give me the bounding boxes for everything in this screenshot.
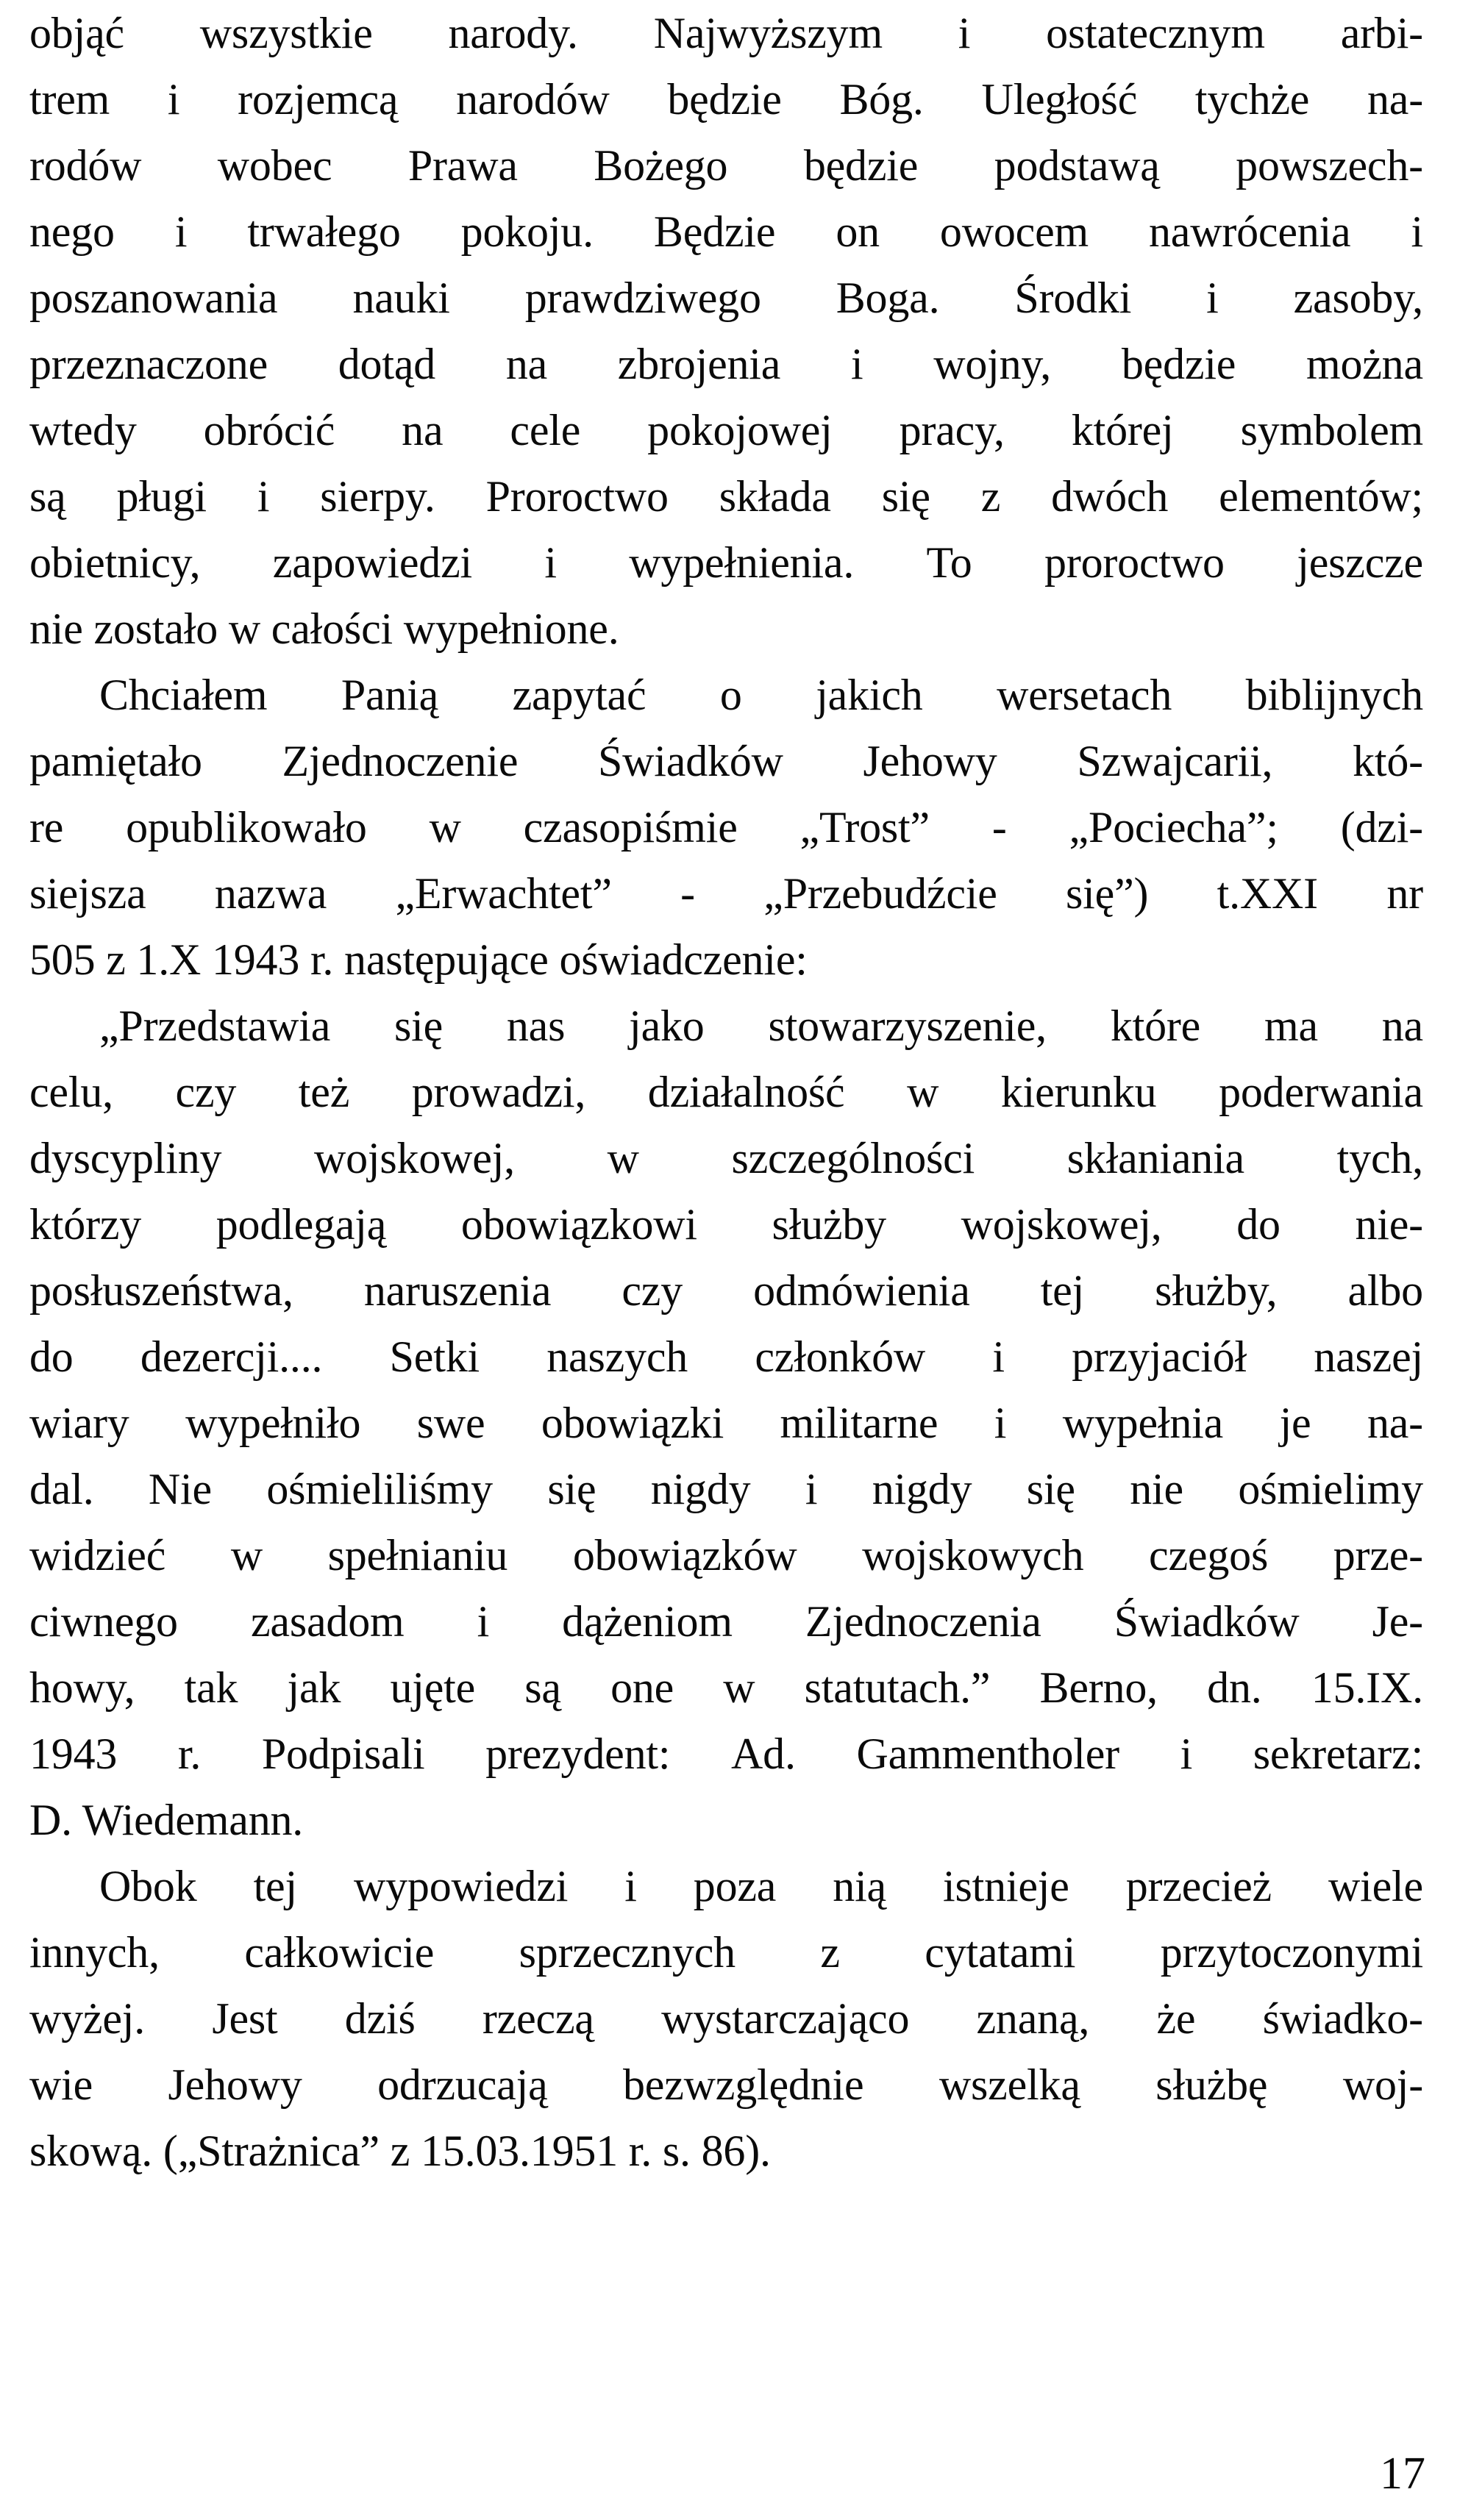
- text-word: czy: [175, 1068, 237, 1116]
- text-word: nazwa: [214, 869, 327, 918]
- text-word: czasopiśmie: [523, 803, 738, 852]
- text-word: wiele: [1328, 1862, 1423, 1910]
- text-word: której: [1071, 406, 1174, 454]
- text-word: wobec: [217, 141, 332, 190]
- text-line: [29, 1655, 1423, 1721]
- text-word: one: [610, 1663, 674, 1712]
- text-word: narody.: [448, 9, 578, 57]
- text-word: symbolem: [1240, 406, 1423, 454]
- text-line: [29, 1985, 1423, 2052]
- text-word: jakich: [816, 671, 923, 719]
- text-word: będzie: [803, 141, 919, 190]
- text-word: naszej: [1314, 1332, 1423, 1381]
- text-word: prezydent:: [485, 1730, 671, 1778]
- text-word: nigdy: [650, 1465, 751, 1513]
- text-word: obowiązki: [541, 1399, 724, 1447]
- text-word: sprzecznych: [519, 1928, 736, 1977]
- text-word: „Pociecha”;: [1069, 803, 1278, 852]
- text-word: Setki: [389, 1332, 480, 1381]
- text-word: wystarczająco: [661, 1994, 910, 2043]
- text-word: dwóch: [1051, 472, 1169, 521]
- text-word: się: [547, 1465, 596, 1513]
- text-word: „Erwachtet”: [395, 869, 612, 918]
- text-word: Zjednoczenia: [805, 1597, 1041, 1646]
- text-word: zapytać: [512, 671, 647, 719]
- text-line: [29, 1257, 1423, 1324]
- text-word: obowiązków: [572, 1531, 797, 1580]
- text-word: się: [1026, 1465, 1075, 1513]
- text-word: objąć: [29, 9, 124, 57]
- text-word: na: [505, 340, 548, 388]
- text-word: posłuszeństwa,: [29, 1266, 293, 1315]
- text-word: obrócić: [203, 406, 335, 454]
- text-line: [29, 1191, 1423, 1257]
- text-word: przytoczonymi: [1160, 1928, 1423, 1977]
- text-word: Środki: [1014, 274, 1132, 322]
- text-word: Je-: [1372, 1597, 1423, 1646]
- text-word: To: [926, 538, 972, 587]
- text-word: wypełnienia.: [629, 538, 855, 587]
- text-word: Jest: [212, 1994, 278, 2043]
- text-word: zasoby,: [1293, 274, 1423, 322]
- text-word: wiary: [29, 1399, 129, 1447]
- text-word: w: [230, 1531, 263, 1580]
- text-word: pracy,: [899, 406, 1005, 454]
- text-word: i: [167, 75, 180, 124]
- text-word: on: [836, 207, 880, 256]
- text-word: dyscypliny: [29, 1134, 222, 1182]
- text-word: i: [805, 1465, 818, 1513]
- text-word: nego: [29, 207, 115, 256]
- text-word: i: [850, 340, 863, 388]
- text-word: podlegają: [216, 1200, 387, 1249]
- text-word: narodów: [456, 75, 610, 124]
- text-word: wypowiedzi: [353, 1862, 569, 1910]
- text-word: dal.: [29, 1465, 94, 1513]
- text-word: Podpisali: [261, 1730, 425, 1778]
- text-word: stowarzyszenie,: [768, 1002, 1047, 1050]
- text-word: ostatecznym: [1046, 9, 1265, 57]
- text-word: szczególności: [731, 1134, 975, 1182]
- text-word: ośmielimy: [1238, 1465, 1423, 1513]
- text-word: czy: [621, 1266, 683, 1315]
- text-word: i: [958, 9, 971, 57]
- text-word: przecież: [1125, 1862, 1272, 1910]
- text-line: [29, 529, 1423, 596]
- text-word: jako: [629, 1002, 705, 1050]
- text-word: dążeniom: [562, 1597, 733, 1646]
- text-word: że: [1156, 1994, 1196, 2043]
- text-line: skową. („Strażnica” z 15.03.1951 r. s. 86).: [29, 2127, 771, 2175]
- text-line: [29, 199, 1423, 265]
- text-word: pokojowej: [647, 406, 833, 454]
- text-word: podstawą: [994, 141, 1160, 190]
- text-word: „Trost”: [799, 803, 930, 852]
- text-word: Prawa: [407, 141, 518, 190]
- text-word: tak: [184, 1663, 238, 1712]
- text-word: nią: [833, 1862, 886, 1910]
- text-line: [29, 1390, 1423, 1456]
- text-word: zasadom: [250, 1597, 405, 1646]
- text-word: tychże: [1194, 75, 1310, 124]
- text-word: na-: [1367, 1399, 1423, 1447]
- text-word: albo: [1347, 1266, 1423, 1315]
- text-line: [29, 0, 1423, 66]
- text-word: Nie: [148, 1465, 212, 1513]
- text-line: [29, 1324, 1423, 1390]
- text-word: dn.: [1207, 1663, 1262, 1712]
- text-word: swe: [416, 1399, 485, 1447]
- text-word: nigdy: [872, 1465, 972, 1513]
- text-word: nawrócenia: [1148, 207, 1351, 256]
- text-word: spełnianiu: [327, 1531, 508, 1580]
- text-word: Bożego: [594, 141, 728, 190]
- text-word: nr: [1386, 869, 1423, 918]
- text-word: i: [174, 207, 188, 256]
- text-word: rozjemcą: [238, 75, 399, 124]
- text-word: Zjednoczenie: [282, 737, 519, 785]
- text-word: służby: [772, 1200, 886, 1249]
- text-word: o: [719, 671, 742, 719]
- text-line: [29, 1588, 1423, 1655]
- text-word: do: [29, 1332, 74, 1381]
- text-word: cytatami: [925, 1928, 1076, 1977]
- text-word: w: [907, 1068, 939, 1116]
- text-word: wyżej.: [29, 1994, 146, 2043]
- text-word: poza: [693, 1862, 777, 1910]
- text-line: [29, 463, 1423, 529]
- text-word: wtedy: [29, 406, 137, 454]
- text-word: i: [1180, 1730, 1193, 1778]
- text-word: „Przebudźcie: [763, 869, 997, 918]
- text-word: re: [29, 803, 64, 852]
- text-word: obietnicy,: [29, 538, 201, 587]
- text-word: wojny,: [933, 340, 1052, 388]
- text-line: [29, 1919, 1423, 1985]
- text-word: obowiązkowi: [460, 1200, 697, 1249]
- text-word: Świadków: [1114, 1597, 1300, 1646]
- text-word: nas: [506, 1002, 566, 1050]
- text-word: owocem: [939, 207, 1089, 256]
- text-word: zapowiedzi: [272, 538, 472, 587]
- text-line: [29, 662, 1423, 728]
- text-word: kierunku: [1000, 1068, 1157, 1116]
- text-word: będzie: [1121, 340, 1236, 388]
- text-word: naruszenia: [363, 1266, 552, 1315]
- text-word: przeznaczone: [29, 340, 268, 388]
- text-word: nauki: [352, 274, 450, 322]
- text-word: Obok: [99, 1862, 197, 1910]
- text-line: [29, 993, 1423, 1059]
- text-word: Jehowy: [863, 737, 997, 785]
- text-word: trem: [29, 75, 110, 124]
- text-word: wszelką: [938, 2060, 1080, 2109]
- text-line: [29, 794, 1423, 860]
- text-word: pamiętało: [29, 737, 202, 785]
- text-word: świadko-: [1262, 1994, 1423, 2043]
- text-word: do: [1236, 1200, 1281, 1249]
- text-word: wersetach: [997, 671, 1172, 719]
- text-word: (dzi-: [1340, 803, 1423, 852]
- text-word: ma: [1264, 1002, 1318, 1050]
- text-word: sierpy.: [320, 472, 435, 521]
- text-word: też: [298, 1068, 350, 1116]
- text-line: [29, 265, 1423, 331]
- text-line: D. Wiedemann.: [29, 1796, 304, 1844]
- text-word: arbi-: [1340, 9, 1423, 57]
- text-word: nie: [1130, 1465, 1183, 1513]
- text-word: członków: [755, 1332, 926, 1381]
- text-word: Jehowy: [168, 2060, 302, 2109]
- text-word: rzeczą: [482, 1994, 594, 2043]
- text-word: będzie: [667, 75, 782, 124]
- text-word: i: [477, 1597, 490, 1646]
- text-word: pługi: [116, 472, 207, 521]
- text-word: wojskowej,: [314, 1134, 515, 1182]
- text-word: się”): [1066, 869, 1149, 918]
- text-word: wojskowej,: [961, 1200, 1162, 1249]
- text-word: trwałego: [247, 207, 401, 256]
- text-word: i: [1411, 207, 1423, 256]
- text-word: celu,: [29, 1068, 113, 1116]
- text-word: na: [1381, 1002, 1423, 1050]
- text-word: któ-: [1353, 737, 1423, 785]
- text-word: 1943: [29, 1730, 118, 1778]
- text-word: są: [29, 472, 66, 521]
- text-line: [29, 860, 1423, 927]
- text-word: Panią: [341, 671, 439, 719]
- text-word: czegoś: [1149, 1531, 1269, 1580]
- text-word: wojskowych: [862, 1531, 1084, 1580]
- text-word: z: [980, 472, 1001, 521]
- text-word: składa: [719, 472, 831, 521]
- text-word: służby,: [1155, 1266, 1278, 1315]
- text-word: odrzucają: [377, 2060, 548, 2109]
- text-word: zbrojenia: [617, 340, 781, 388]
- text-word: tej: [1040, 1266, 1085, 1315]
- text-word: wie: [29, 2060, 93, 2109]
- text-word: istnieje: [943, 1862, 1069, 1910]
- text-word: i: [994, 1399, 1007, 1447]
- text-word: wypełniło: [185, 1399, 361, 1447]
- text-line: [29, 2052, 1423, 2118]
- text-line: [29, 1721, 1423, 1787]
- text-word: jak: [287, 1663, 341, 1712]
- text-word: poderwania: [1219, 1068, 1423, 1116]
- text-line: [29, 1456, 1423, 1522]
- text-word: dotąd: [338, 340, 436, 388]
- text-word: siejsza: [29, 869, 146, 918]
- text-word: i: [257, 472, 270, 521]
- text-word: Gammentholer: [856, 1730, 1119, 1778]
- text-word: elementów;: [1219, 472, 1423, 521]
- text-word: ciwnego: [29, 1597, 178, 1646]
- text-word: w: [607, 1134, 639, 1182]
- text-word: działalność: [647, 1068, 845, 1116]
- text-word: Chciałem: [99, 671, 268, 719]
- text-line: [29, 1125, 1423, 1191]
- text-word: Świadków: [598, 737, 783, 785]
- text-word: howy,: [29, 1663, 135, 1712]
- text-line: nie zostało w całości wypełnione.: [29, 604, 619, 653]
- text-word: Proroctwo: [485, 472, 669, 521]
- text-word: i: [544, 538, 557, 587]
- text-word: powszech-: [1236, 141, 1423, 190]
- text-line: [29, 1853, 1423, 1919]
- text-word: Ad.: [731, 1730, 796, 1778]
- text-line: 505 z 1.X 1943 r. następujące oświadczenie:: [29, 935, 808, 984]
- text-word: są: [524, 1663, 561, 1712]
- text-word: i: [624, 1862, 637, 1910]
- text-word: przyjaciół: [1072, 1332, 1247, 1381]
- text-word: na: [402, 406, 444, 454]
- text-word: ośmieliliśmy: [266, 1465, 493, 1513]
- text-word: wypełnia: [1062, 1399, 1224, 1447]
- text-word: Boga.: [836, 274, 940, 322]
- text-word: innych,: [29, 1928, 160, 1977]
- text-word: które: [1110, 1002, 1201, 1050]
- text-word: woj-: [1342, 2060, 1423, 2109]
- text-word: którzy: [29, 1200, 142, 1249]
- text-word: tej: [253, 1862, 297, 1910]
- page-number: 17: [1380, 2449, 1425, 2499]
- text-word: odmówienia: [753, 1266, 970, 1315]
- text-word: się: [393, 1002, 444, 1050]
- text-line: [29, 132, 1423, 199]
- text-word: Będzie: [653, 207, 776, 256]
- text-word: prowadzi,: [411, 1068, 586, 1116]
- text-word: ujęte: [390, 1663, 476, 1712]
- text-word: widzieć: [29, 1531, 166, 1580]
- text-word: proroctwo: [1044, 538, 1225, 587]
- text-line: [29, 331, 1423, 397]
- text-word: Uległość: [981, 75, 1138, 124]
- text-word: prze-: [1333, 1531, 1423, 1580]
- text-line: [29, 1059, 1423, 1125]
- text-word: naszych: [546, 1332, 688, 1381]
- text-word: w: [429, 803, 461, 852]
- text-line: [29, 397, 1423, 463]
- text-line: [29, 66, 1423, 132]
- text-word: na-: [1367, 75, 1423, 124]
- text-word: je: [1279, 1399, 1311, 1447]
- text-word: biblijnych: [1245, 671, 1423, 719]
- text-word: w: [723, 1663, 755, 1712]
- text-word: całkowicie: [244, 1928, 435, 1977]
- text-word: Berno,: [1039, 1663, 1158, 1712]
- text-word: tych,: [1336, 1134, 1423, 1182]
- text-line: [29, 1522, 1423, 1588]
- text-word: militarne: [780, 1399, 938, 1447]
- text-word: Najwyższym: [653, 9, 883, 57]
- text-word: nie-: [1355, 1200, 1423, 1249]
- text-word: statutach.”: [804, 1663, 991, 1712]
- text-word: Szwajcarii,: [1077, 737, 1273, 785]
- text-line: [29, 728, 1423, 794]
- text-word: prawdziwego: [524, 274, 761, 322]
- text-word: -: [680, 869, 695, 918]
- text-word: 15.IX.: [1311, 1663, 1423, 1712]
- text-word: i: [1206, 274, 1219, 322]
- text-word: rodów: [29, 141, 142, 190]
- text-word: dziś: [344, 1994, 416, 2043]
- text-word: z: [820, 1928, 840, 1977]
- text-word: „Przedstawia: [99, 1002, 331, 1050]
- text-word: -: [991, 803, 1007, 852]
- text-word: skłaniania: [1066, 1134, 1244, 1182]
- page-body-text: [29, 0, 1423, 2184]
- text-word: pokoju.: [460, 207, 594, 256]
- text-word: znaną,: [976, 1994, 1090, 2043]
- text-word: jeszcze: [1297, 538, 1423, 587]
- text-word: można: [1306, 340, 1423, 388]
- text-word: r.: [177, 1730, 202, 1778]
- text-word: Bóg.: [839, 75, 924, 124]
- text-word: wszystkie: [199, 9, 373, 57]
- text-word: bezwzględnie: [622, 2060, 864, 2109]
- text-word: dezercji....: [140, 1332, 323, 1381]
- text-word: t.XXI: [1217, 869, 1318, 918]
- text-word: sekretarz:: [1253, 1730, 1423, 1778]
- text-word: się: [881, 472, 930, 521]
- text-word: i: [992, 1332, 1005, 1381]
- text-word: służbę: [1155, 2060, 1268, 2109]
- text-word: cele: [510, 406, 581, 454]
- text-word: poszanowania: [29, 274, 278, 322]
- text-word: opublikowało: [126, 803, 367, 852]
